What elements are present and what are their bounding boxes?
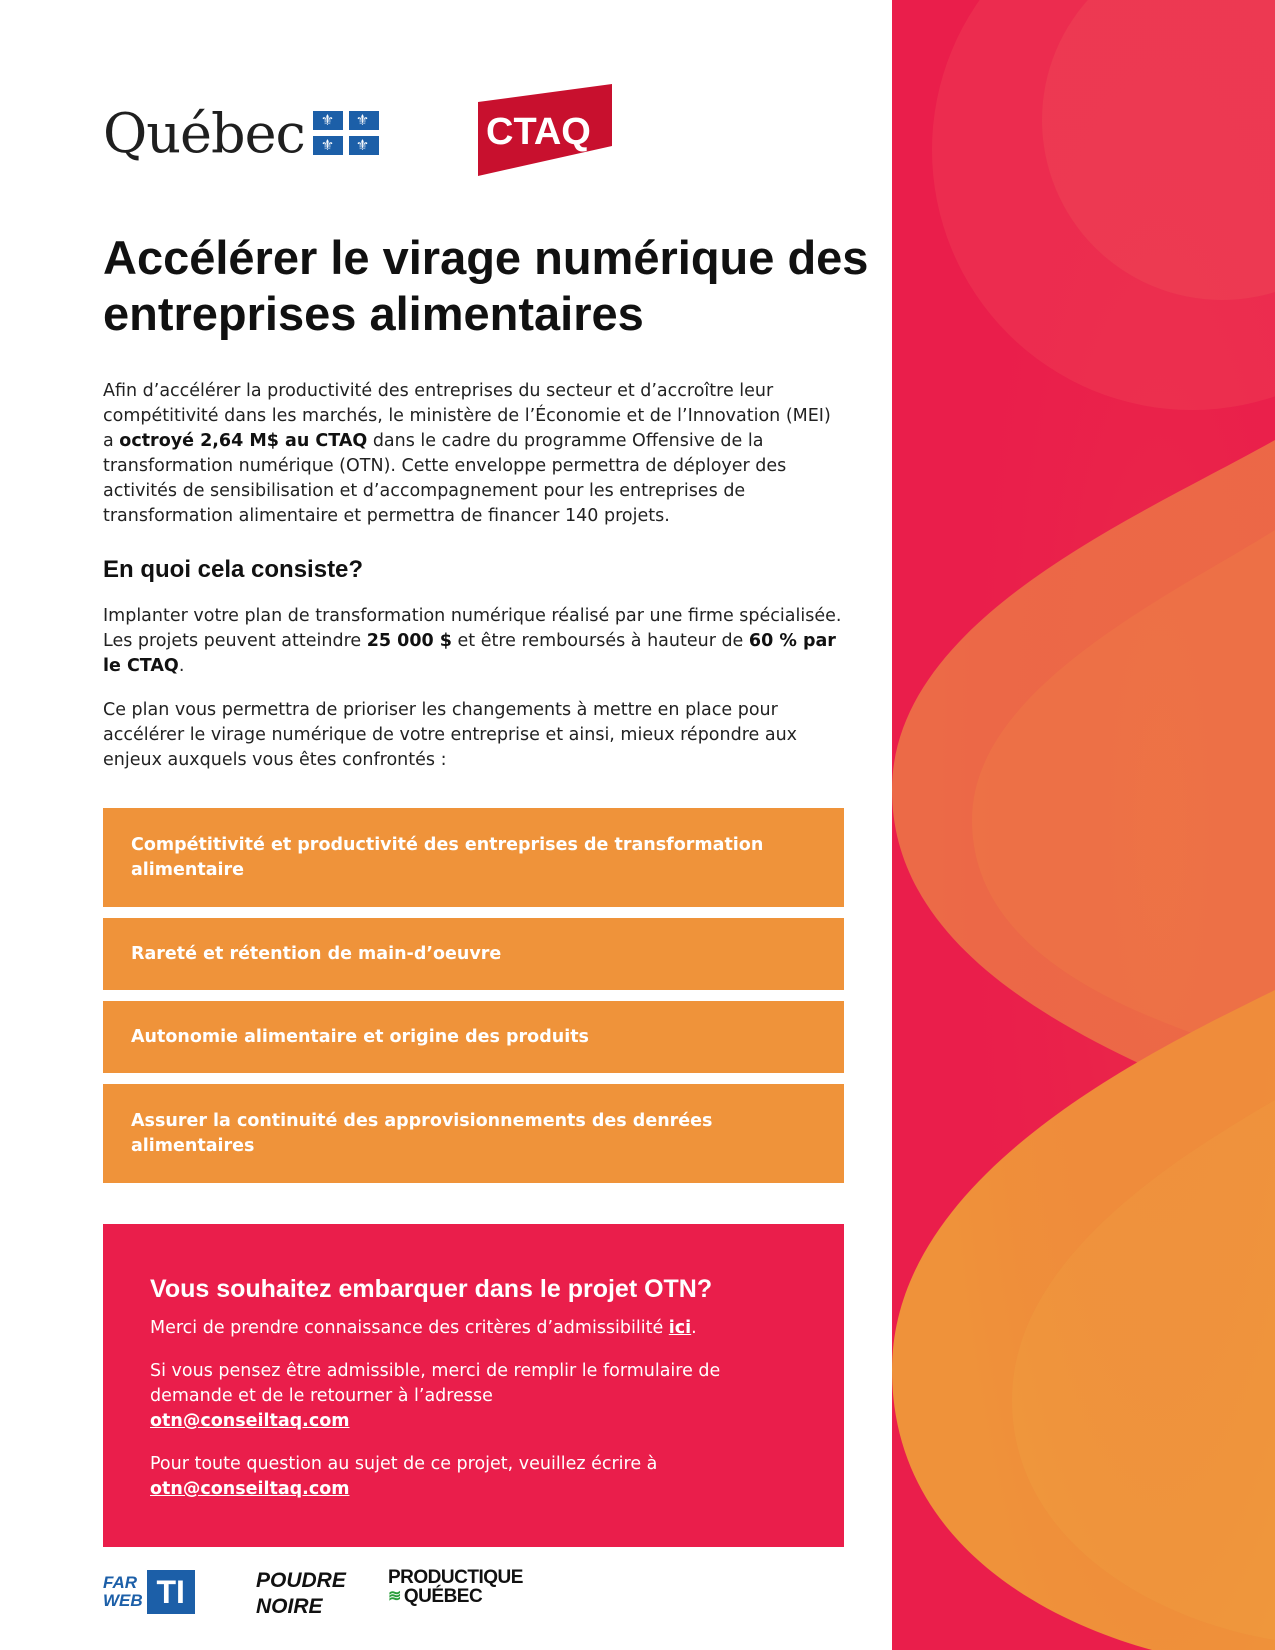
cta-eligibility: Merci de prendre connaissance des critères d’admissibilité ici. [150,1318,697,1338]
cta-box [103,1224,844,1547]
page-title: Accélérer le virage numérique des entreprises alimentaires [103,231,869,340]
issue-box: Assurer la continuité des approvisionnements des denrées alimentaires [103,1084,844,1183]
amount-highlight: 25 000 $ [366,631,452,651]
contact-email-link[interactable]: otn@conseiltaq.com [150,1479,350,1499]
cta-title: Vous souhaitez embarquer dans le projet OTN? [150,1275,713,1303]
funding-highlight: octroyé 2,64 M$ au CTAQ [119,431,368,451]
decorative-band [892,0,1275,1650]
leaf-icon: ≋ [388,1588,401,1605]
quebec-logo [103,98,379,168]
issue-box: Rareté et rétention de main-d’oeuvre [103,918,844,990]
plan-paragraph: Ce plan vous permettra de prioriser les changements à mettre en place pour accélérer le virage numérique de votre entreprise et ainsi, mieux répondre aux enjeux auxquels vous êtes confrontés : [103,700,798,770]
percent-highlight: 60 % par le CTAQ [103,631,836,676]
eligibility-link[interactable]: ici [668,1318,692,1338]
cta-form-instructions: Si vous pensez être admissible, merci de remplir le formulaire de demande et de le retourner à l’adresse otn@conseiltaq.com [150,1361,721,1431]
ctaq-wordmark: CTAQ [486,111,591,153]
poudre-noire-logo: POUDRE NOIRE [256,1569,346,1618]
issue-box: Compétitivité et productivité des entreprises de transformation alimentaire [103,808,844,907]
decorative-waves [892,0,1275,1650]
intro-paragraph: Afin d’accélérer la productivité des entreprises du secteur et d’accroître leur compétitivité dans les marchés, le ministère de l’Économie et de l’Innovation (MEI) a octroyé 2,64 M$ au CTAQ dans le cadre du programme Offensive de la transformation numérique (OTN). Cette enveloppe permettra de déployer des activités de sensibilisation et d’accompagnement pour les entreprises de transformation alimentaire et permettra de financer 140 projets. [103,381,831,526]
farweb-ti-logo: FAR WEB TI [103,1568,207,1616]
description-paragraph: Implanter votre plan de transformation numérique réalisé par une firme spécialisée. Les projets peuvent atteindre 25 000 $ et être remboursés à hauteur de 60 % par le CTAQ. [103,606,842,676]
quebec-wordmark: Québec [103,101,305,165]
productique-quebec-logo: PRODUCTIQUE ≋ QUÉBEC [388,1567,523,1607]
ctaq-logo [474,84,616,176]
cta-questions: Pour toute question au sujet de ce projet, veuillez écrire à otn@conseiltaq.com [150,1454,658,1499]
section-heading: En quoi cela consiste? [103,556,364,583]
quebec-flag-icon: ⚜ ⚜ ⚜ ⚜ [313,111,379,155]
email-link[interactable]: otn@conseiltaq.com [150,1411,350,1431]
issue-box: Autonomie alimentaire et origine des produits [103,1001,844,1073]
